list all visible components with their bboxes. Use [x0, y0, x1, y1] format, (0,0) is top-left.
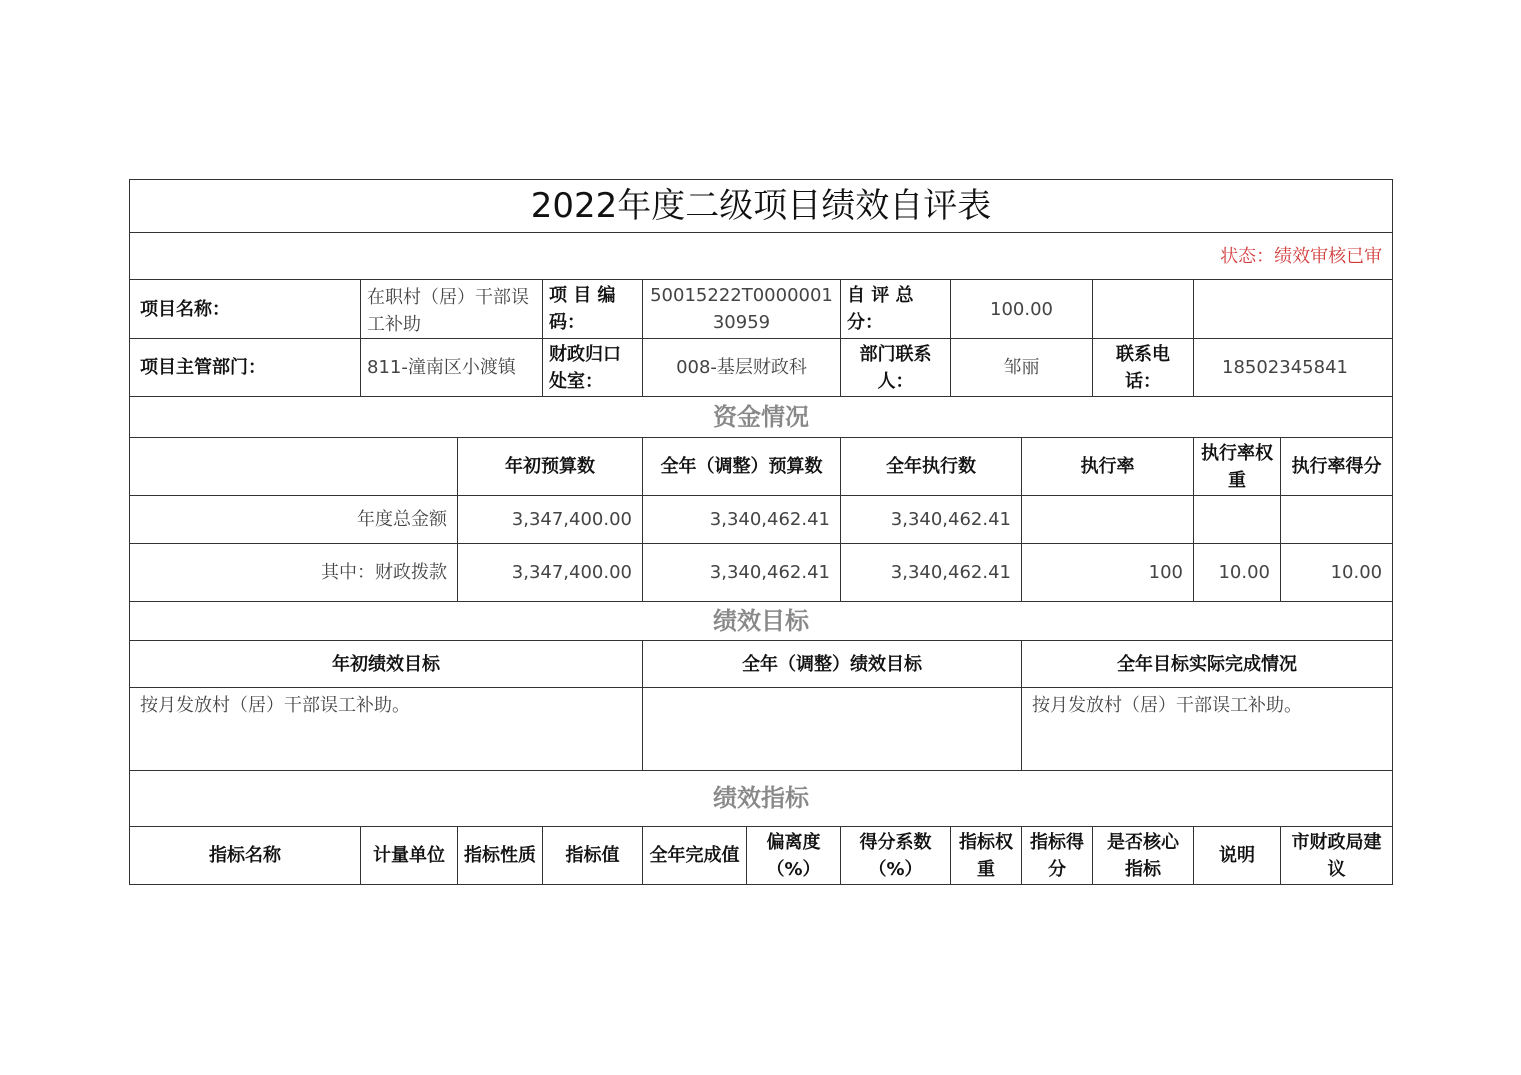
funds-header-executed: 全年执行数 — [841, 438, 1022, 496]
contact-person-label: 部门联系人： — [841, 339, 951, 397]
funds-row-label: 其中：财政拨款 — [130, 544, 458, 602]
funds-cell-weight: 10.00 — [1194, 544, 1281, 602]
status-badge: 状态：绩效审核已审 — [130, 233, 1393, 280]
goals-header-actual: 全年目标实际完成情况 — [1022, 641, 1393, 688]
dept-value: 811-潼南区小渡镇 — [361, 339, 543, 397]
funds-row-label: 年度总金额 — [130, 496, 458, 544]
project-name-label: 项目名称： — [130, 280, 361, 339]
funds-cell-executed: 3,340,462.41 — [841, 496, 1022, 544]
project-code-value: 50015222T000000130959 — [643, 280, 841, 339]
funds-header-budget: 年初预算数 — [458, 438, 643, 496]
funds-cell-score: 10.00 — [1281, 544, 1393, 602]
phone-value: 18502345841 — [1194, 339, 1393, 397]
indicator-header-score: 指标得分 — [1022, 827, 1093, 885]
goal-adjusted-text — [643, 688, 1022, 771]
indicator-header-core: 是否核心指标 — [1093, 827, 1194, 885]
evaluation-form — [129, 179, 1392, 885]
table-row — [130, 544, 1393, 602]
funds-cell-weight — [1194, 496, 1281, 544]
indicator-header-value: 指标值 — [543, 827, 643, 885]
goals-header-initial: 年初绩效目标 — [130, 641, 643, 688]
funds-cell-budget: 3,347,400.00 — [458, 496, 643, 544]
project-name-value: 在职村（居）干部误工补助 — [361, 280, 543, 339]
goals-section-title: 绩效目标 — [130, 602, 1393, 641]
finance-office-value: 008-基层财政科 — [643, 339, 841, 397]
table-row — [130, 496, 1393, 544]
project-code-label: 项 目 编码： — [543, 280, 643, 339]
goals-header-adjusted: 全年（调整）绩效目标 — [643, 641, 1022, 688]
page-title: 2022年度二级项目绩效自评表 — [130, 180, 1393, 233]
self-score-label: 自 评 总分： — [841, 280, 951, 339]
indicator-header-coefficient: 得分系数（%） — [841, 827, 951, 885]
funds-header-score: 执行率得分 — [1281, 438, 1393, 496]
indicator-header-unit: 计量单位 — [361, 827, 458, 885]
self-score-value: 100.00 — [951, 280, 1093, 339]
contact-person-value: 邹丽 — [951, 339, 1093, 397]
finance-office-label: 财政归口处室： — [543, 339, 643, 397]
indicator-header-completed: 全年完成值 — [643, 827, 747, 885]
indicator-header-name: 指标名称 — [130, 827, 361, 885]
goal-actual-text: 按月发放村（居）干部误工补助。 — [1022, 688, 1393, 771]
indicator-header-deviation: 偏离度（%） — [747, 827, 841, 885]
indicator-header-note: 说明 — [1194, 827, 1281, 885]
funds-header-weight: 执行率权重 — [1194, 438, 1281, 496]
funds-section-title: 资金情况 — [130, 397, 1393, 438]
funds-cell-executed: 3,340,462.41 — [841, 544, 1022, 602]
funds-cell-adjusted: 3,340,462.41 — [643, 544, 841, 602]
indicator-header-nature: 指标性质 — [458, 827, 543, 885]
funds-cell-score — [1281, 496, 1393, 544]
phone-label: 联系电话： — [1093, 339, 1194, 397]
funds-header-rate: 执行率 — [1022, 438, 1194, 496]
funds-header-adjusted: 全年（调整）预算数 — [643, 438, 841, 496]
indicators-section-title: 绩效指标 — [130, 771, 1393, 827]
funds-cell-budget: 3,347,400.00 — [458, 544, 643, 602]
goal-initial-text: 按月发放村（居）干部误工补助。 — [130, 688, 643, 771]
indicator-header-suggestion: 市财政局建议 — [1281, 827, 1393, 885]
dept-label: 项目主管部门： — [130, 339, 361, 397]
indicator-header-weight: 指标权重 — [951, 827, 1022, 885]
funds-cell-rate — [1022, 496, 1194, 544]
funds-cell-adjusted: 3,340,462.41 — [643, 496, 841, 544]
funds-cell-rate: 100 — [1022, 544, 1194, 602]
empty-cell — [1093, 280, 1194, 339]
empty-cell — [1194, 280, 1393, 339]
empty-cell — [130, 438, 458, 496]
form-table — [129, 179, 1393, 885]
